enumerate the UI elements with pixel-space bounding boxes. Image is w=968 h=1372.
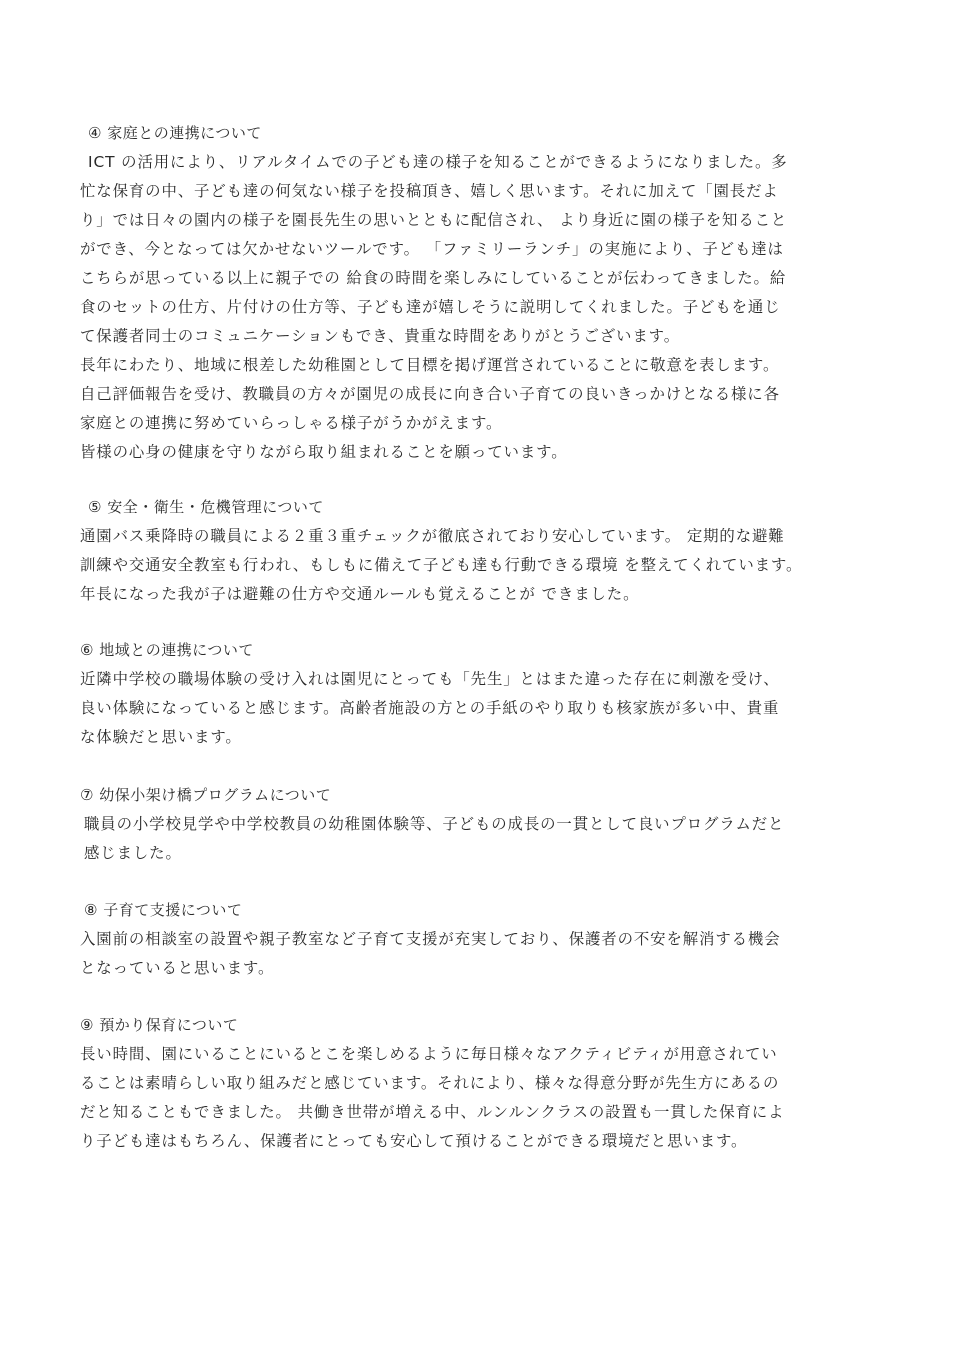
paragraph-line: 感じました。 (84, 844, 182, 862)
paragraph-line: 訓練や交通安全教室も行われ、もしもに備えて子ども達も行動できる環境 を整えてくれています。 (80, 556, 803, 574)
section-heading: ⑦ 幼保小架け橋プログラムについて (80, 786, 332, 804)
paragraph-line: だと知ることもできました。 共働き世帯が増える中、ルンルンクラスの設置も一貫した保育によ (80, 1103, 785, 1121)
paragraph-line: ることは素晴らしい取り組みだと感じています。それにより、様々な得意分野が先生方にあるの (80, 1074, 780, 1092)
paragraph-line: り」では日々の園内の様子を園長先生の思いとともに配信され、 より身近に園の様子を知ること (80, 211, 788, 229)
section-childcare-support (80, 896, 840, 983)
paragraph-line: 忙な保育の中、子ども達の何気ない様子を投稿頂き、嬉しく思います。それに加えて「園長だよ (80, 182, 779, 200)
paragraph-line: 自己評価報告を受け、教職員の方々が園児の成長に向き合い子育ての良いきっかけとなる様に各 (80, 385, 780, 403)
paragraph-line: 皆様の心身の健康を守りながら取り組まれることを願っています。 (80, 443, 568, 461)
section-bridge-program (80, 781, 840, 868)
paragraph-line: 食のセットの仕方、片付けの仕方等、子ども達が嬉しそうに説明してくれました。子どもを通じ (80, 298, 781, 316)
paragraph-line: ができ、今となっては欠かせないツールです。 「ファミリーランチ」の実施により、子ども達は (80, 240, 784, 258)
paragraph-line: 長い時間、園にいることにいるとこを楽しめるように毎日様々なアクティビティが用意されてい (80, 1045, 778, 1063)
section-community-cooperation (80, 636, 840, 752)
paragraph-line: 家庭との連携に努めていらっしゃる様子がうかがえます。 (80, 414, 503, 432)
paragraph-line: 近隣中学校の職場体験の受け入れは園児にとっても「先生」とはまた違った存在に刺激を受け、 (80, 670, 780, 688)
section-heading: ⑤ 安全・衛生・危機管理について (88, 498, 324, 516)
section-extended-care (80, 1011, 840, 1156)
section-heading: ⑥ 地域との連携について (80, 641, 254, 659)
paragraph-line: 良い体験になっていると感じます。高齢者施設の方との手紙のやり取りも核家族が多い中、貴重 (80, 699, 780, 717)
paragraph-line: 通園バス乗降時の職員による２重３重チェックが徹底されており安心しています。 定期的な避難 (80, 527, 785, 545)
section-family-cooperation (80, 119, 840, 467)
paragraph-line: こちらが思っている以上に親子での 給食の時間を楽しみにしていることが伝わってきました。給 (80, 269, 787, 287)
section-heading: ⑧ 子育て支援について (84, 901, 243, 919)
paragraph-line: て保護者同士のコミュニケーションもでき、貴重な時間をありがとうございます。 (80, 327, 680, 345)
paragraph-line: 入園前の相談室の設置や親子教室など子育て支援が充実しており、保護者の不安を解消する機会 (80, 930, 781, 948)
paragraph-line: り子ども達はもちろん、保護者にとっても安心して預けることができる環境だと思います。 (80, 1132, 748, 1150)
paragraph-line: となっていると思います。 (80, 959, 275, 977)
paragraph-line: ICT の活用により、リアルタイムでの子ども達の様子を知ることができるようになりました。多 (88, 153, 788, 171)
section-heading: ④ 家庭との連携について (88, 124, 262, 142)
paragraph-line: な体験だと思います。 (80, 728, 242, 746)
section-heading: ⑨ 預かり保育について (80, 1016, 239, 1034)
section-safety-hygiene (80, 493, 840, 609)
paragraph-line: 年長になった我が子は避難の仕方や交通ルールも覚えることが できました。 (80, 585, 640, 603)
paragraph-line: 長年にわたり、地域に根差した幼稚園として目標を掲げ運営されていることに敬意を表します。 (80, 356, 780, 374)
paragraph-line: 職員の小学校見学や中学校教員の幼稚園体験等、子どもの成長の一貫として良いプログラムだと (84, 815, 785, 833)
